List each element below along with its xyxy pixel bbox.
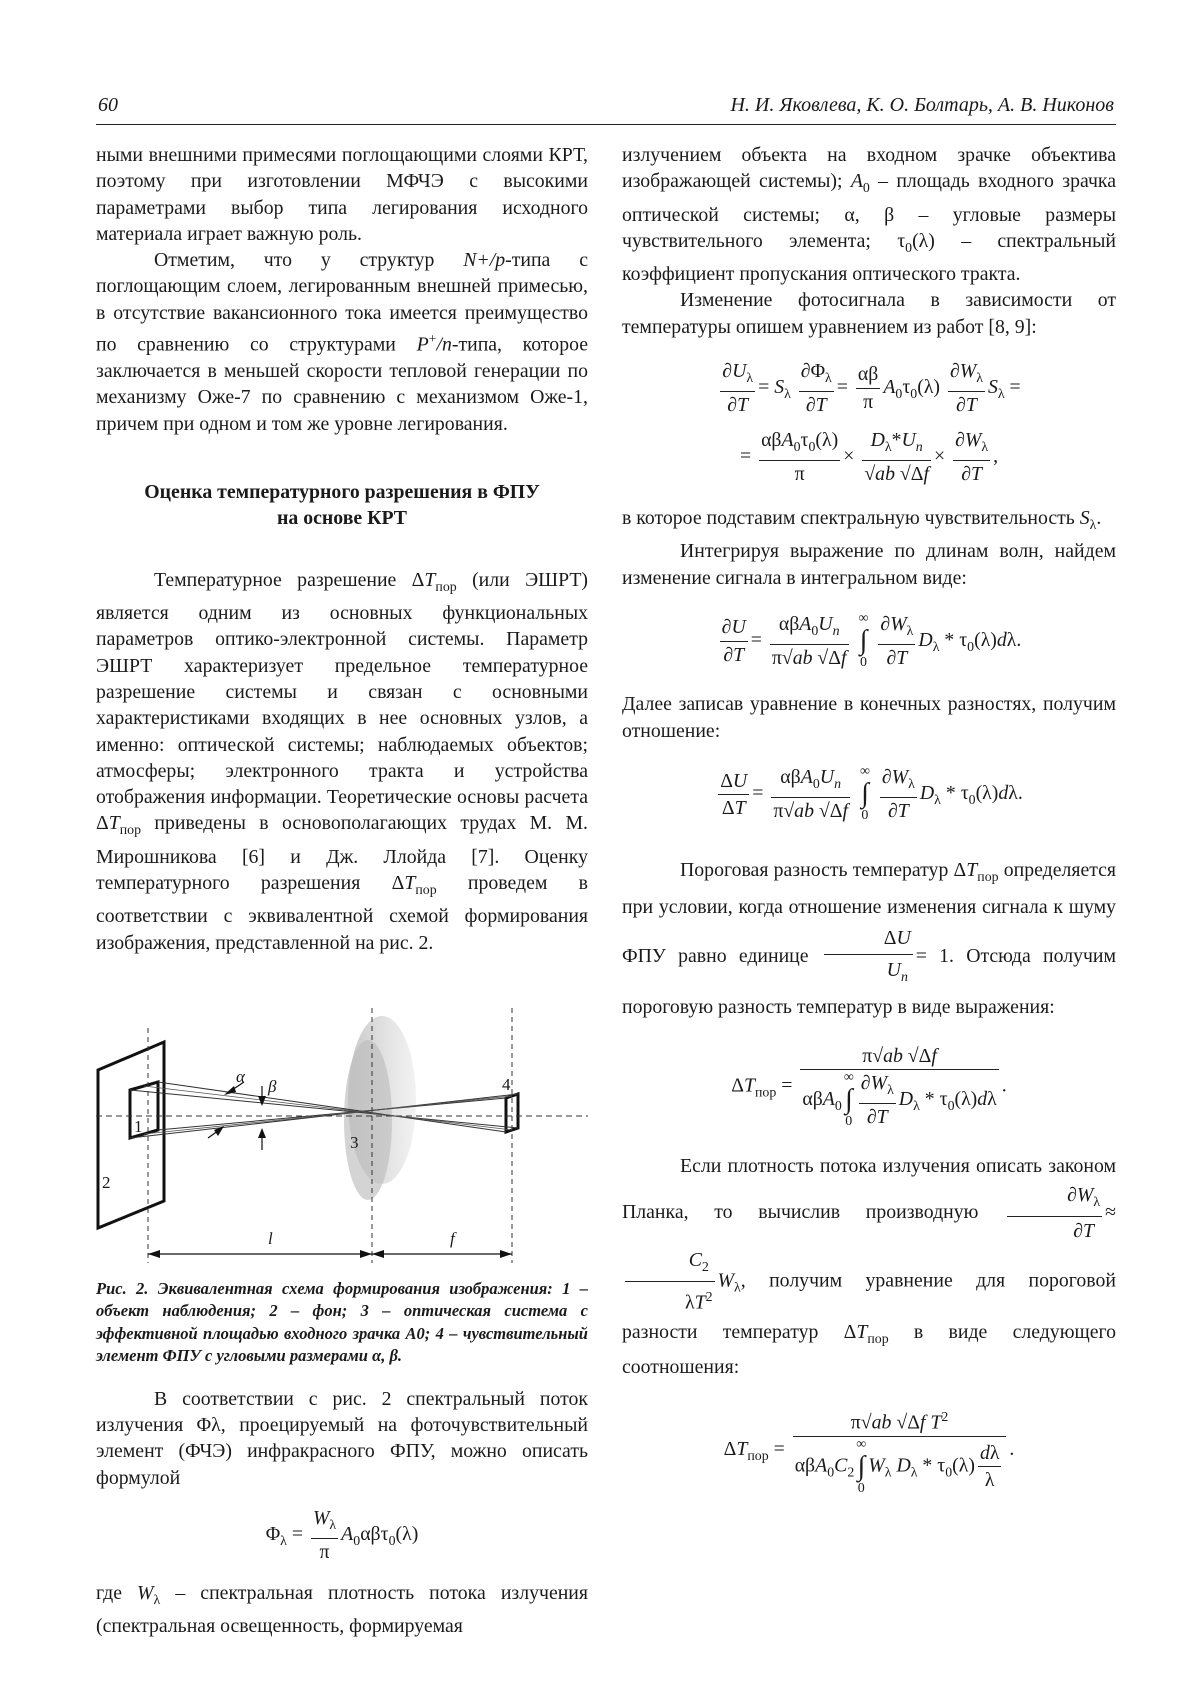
left-paragraph-5: где $W_\lambda$ – спектральная плотность потока излучения (спектральная освещенность, формируемая	[96, 1581, 588, 1637]
left-paragraph-4: В соответствии с рис. 2 спектральный поток излучения Φλ, проецируемый на фоточувствительный элемент (ФЧЭ) инфракрасного ФПУ, можно описать формулой	[96, 1387, 588, 1489]
right-paragraph-4: Интегрируя выражение по длинам волн, найдем изменение сигнала в интегральном виде:	[622, 540, 1116, 589]
left-paragraph-2: Отметим, что у структур N+/p-типа с поглощающим слоем, легированным внешней примесью, в отсутствие вакансионного тока имеется преимущество по сравнению со структурами P+/n-типа, которое заключается в меньшей скорости тепловой генерации по механизму Оже-7 по сравнению с механизмом Оже-1, причем при одном и том же уровне легирования.	[96, 249, 588, 435]
formula-threshold-1: $\Delta T_{пор}$ = π√ab √Δf αβA$_0$∞ ∫ 0 $\frac{\partial W_\lambda}{\partial T}$ $D_\lambda * \tau_0(\lambda)d\lambda$ .	[731, 1044, 1007, 1130]
formula-phi: $\Phi_\lambda$ = $\frac{W_\lambda}{\pi}$ $A_0\alpha\beta\tau_0(\lambda)$	[265, 1507, 419, 1564]
figure-caption: Рис. 2. Эквивалентная схема формирования изображения: 1 – объект наблюдения; 2 – фон; 3 – оптическая система с эффективной площадью входного зрачка A0; 4 – чувствительный элемент ФПУ с угловыми размерами α, β.	[96, 1278, 588, 1366]
formula-integral-2: $\frac{\Delta U}{\Delta T}$ = $\frac{\alpha\beta A_0U_n}{\pi√ab √\Delta f}$ ∞ ∫ 0 $\frac{\partial W_\lambda}{\partial T}$ $D_\lambda * \tau_0(\lambda)d\lambda$.	[720, 764, 1023, 824]
left-paragraph-1: ными внешними примесями поглощающими слоями КРТ, поэтому при изготовлении МФЧЭ с высокими параметрами выбор типа легирования исходного материала играет важную роль.	[96, 144, 588, 245]
left-column	[96, 142, 588, 1639]
optical-scheme-svg	[96, 978, 588, 1268]
running-header	[96, 92, 1116, 125]
label-3: 3	[350, 1132, 359, 1152]
right-paragraph-1: излучением объекта на входном зрачке объектива изображающей системы); $A_0$ – площадь входного зрачка оптической системы; α, β – угловые размеры чувствительного элемента; $\tau_0(\lambda)$ – спектральный коэффициент пропускания оптического тракта.	[622, 144, 1116, 286]
right-paragraph-3: в которое подставим спектральную чувствительность $S_\lambda$.	[622, 507, 1102, 533]
formula-threshold-2: $\Delta T_{пор}$ = π√ab √Δf $T^2$ $\alpha\beta A_0C_2\infty$ ∫ $0W_\lambda$ $D_\lambda * \tau_0(\lambda)$ $\frac{d\lambda}{\lambda}$ .	[622, 1404, 1116, 1497]
figure-2-diagram	[96, 978, 588, 1268]
label-2: 2	[102, 1172, 111, 1192]
right-paragraph-6: Пороговая разность температур $\Delta T_{пор}$ определяется при условии, когда отношение изменения сигнала к шуму ФПУ равно единице $\frac{\Delta U}{U_n}$ = 1. Отсюда получим пороговую разность температур в виде выражения:	[622, 858, 1117, 1018]
label-4: 4	[502, 1074, 511, 1094]
section-heading: Оценка температурного разрешения в ФПУ на основе КРТ	[144, 480, 540, 529]
left-paragraph-3: Температурное разрешение $\Delta T_{пор}$ (или ЭШРТ) является одним из основных функциональных параметров оптико-электронной системы. Параметр ЭШРТ характеризует предельное температурное разрешение системы и связан с основными характеристиками входящих в нее основных узлов, а именно: оптической системы; наблюдаемых объектов; атмосферы; электронного тракта и устройства отображения информации. Теоретические основы расчета $\Delta T_{пор}$ приведены в основополагающих трудах М. М. Мирошникова [6] и Дж. Ллойда [7]. Оценку температурного разрешения $\Delta T_{пор}$ проведем в соответствии с эквивалентной схемой формирования изображения, представленной на рис. 2.	[96, 568, 589, 954]
running-authors: Н. И. Яковлева, К. О. Болтарь, А. В. Никонов	[730, 94, 1114, 116]
distance-l-label: l	[268, 1228, 273, 1248]
alpha-label: α	[236, 1066, 245, 1086]
beta-label: β	[268, 1076, 277, 1096]
label-1: 1	[134, 1116, 143, 1136]
page-number: 60	[98, 94, 118, 116]
formula-dU-dT-1: $\frac{\partial U_\lambda}{\partial T}$ = $S_\lambda$ $\frac{\partial\Phi_\lambda}{\partial T}$ = $\frac{\alpha\beta}{\pi}$ $A_0\tau_0(\lambda)$ $\frac{\partial W_\lambda}{\partial T}$ $S_\lambda$ =	[722, 359, 1021, 417]
right-paragraph-2: Изменение фотосигнала в зависимости от температуры опишем уравнением из работ [8, 9]:	[622, 289, 1116, 338]
distance-f-label: f	[450, 1228, 455, 1248]
right-column	[622, 142, 1116, 1519]
formula-dU-dT-2: = $\frac{\alpha\beta A_0\tau_0(\lambda)}{\pi}$ × $\frac{D_\lambda*U_n}{√ab √\Delta f}$ × $\frac{\partial W_\lambda}{\partial T}$ ,	[739, 428, 999, 485]
right-paragraph-7: Если плотность потока излучения описать законом Планка, то вычислив производную $\frac{\partial W_\lambda}{\partial T}$ ≈ $\frac{C_2}{\lambda T^2}$ $W_\lambda$, получим уравнение для пороговой разности температур $\Delta T_{пор}$ в виде следующего соотношения:	[622, 1155, 1116, 1378]
right-paragraph-5: Далее записав уравнение в конечных разностях, получим отношение:	[622, 693, 1116, 742]
formula-integral-1: $\frac{\partial U}{\partial T}$ = $\frac{\alpha\beta A_0U_n}{\pi√ab √\Delta f}$ ∞ ∫ 0 $\frac{\partial W_\lambda}{\partial T}$ $D_\lambda * \tau_0(\lambda)d\lambda$.	[721, 611, 1022, 671]
